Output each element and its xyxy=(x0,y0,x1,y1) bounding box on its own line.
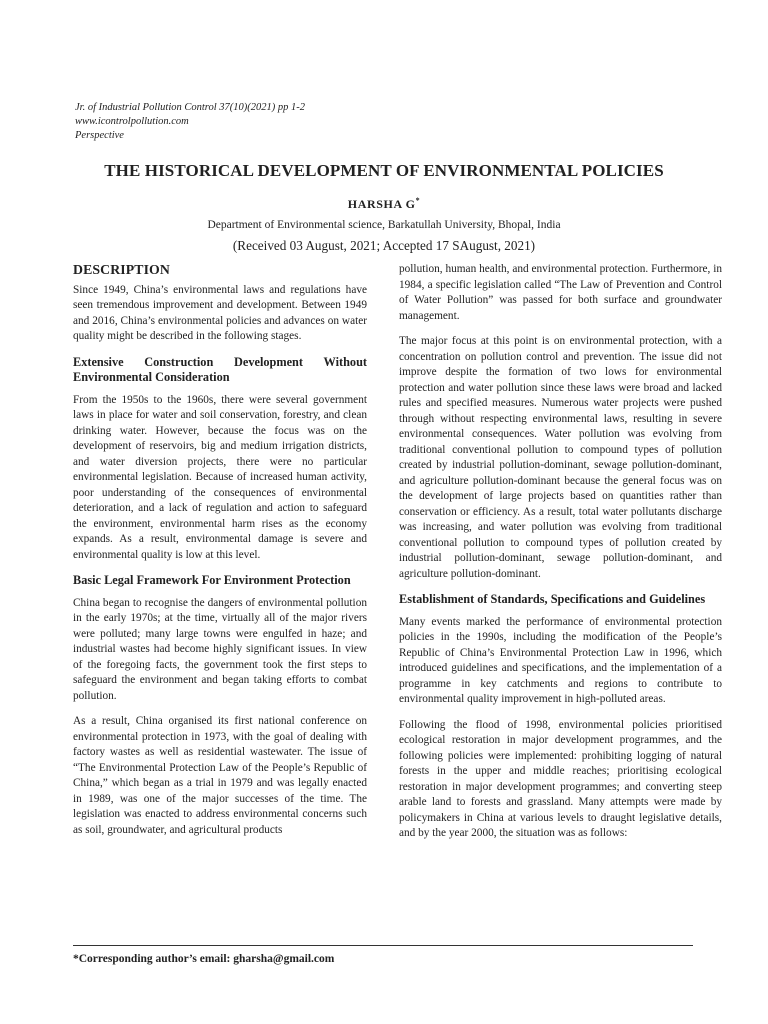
paragraph: China began to recognise the dangers of environmental pollution in the early 1970s; at the time, virtually all of the major rivers were polluted; many large towns were engulfed in haze; and industrial wastes had become highly significant issues. In view of the foregoing facts, the government took the first steps to safeguard the environment and began taking efforts to combat pollution. xyxy=(73,596,367,702)
received-dates: (Received 03 August, 2021; Accepted 17 SAugust, 2021) xyxy=(232,238,536,253)
article-type: Perspective xyxy=(75,130,124,141)
paper-title: THE HISTORICAL DEVELOPMENT OF ENVIRONMENTAL POLICIES xyxy=(104,161,664,180)
paragraph: Many events marked the performance of environmental protection policies in the 1990s, including the modification of the People’s Republic of China’s Environmental Protection Law in 1996, which introduced guidelines and specifications, and the implementation of a programme in key catchments and regions to contribute to environmental quality improvement in high-polluted areas. xyxy=(399,615,722,705)
paragraph: From the 1950s to the 1960s, there were several government laws in place for water and soil conservation, forestry, and clean drinking water. However, because the focus was on the development of reservoirs, big and medium irrigation districts, and water diversion projects, there were no particular environmental legislation. Because of increased human activity, poor understanding of the consequences of environmental deterioration, and a lack of regulation and action to safeguard the environment, environmental harm rises as the economy expands. As a result, environmental damage is severe and environmental quality is low at this level. xyxy=(73,393,367,561)
paragraph: Following the flood of 1998, environmental policies prioritised ecological restoration in major development programmes, and the following policies were implemented: prohibiting logging of natural forests in the upper and middle reaches; prioritising ecological restoration in major development programmes; and converting steep arable land to forests and grassland. Many attempts were made by policymakers in China at various levels to draught legislative details, and by the year 2000, the situation was as follows: xyxy=(399,718,722,839)
paragraph: The major focus at this point is on environmental protection, with a concentration on pollution control and prevention. The issue did not improve despite the formation of two lows for environmental protection and water pollution since these laws were broad and lacked rules and specified measures. Numerous water projects were pushed through without respecting environmental laws, resulting in severe environmental consequences. Water pollution was evolving from traditional conventional pollution to compound types of pollution created by industrial pollution-dominant, sewage pollution-dominant, and agriculture pollution-dominant because the general focus was on the development of large projects based on quantities rather than conservation or efficiency. As a result, total water pollutants discharge was increasing, and water pollution was evolving from traditional conventional pollution to compound types of pollution created by industrial pollution-dominant, sewage pollution-dominant, and agriculture pollution-dominant. xyxy=(399,335,722,580)
paragraph: pollution, human health, and environmental protection. Furthermore, in 1984, a specific legislation called “The Law of Prevention and Control of Water Pollution” was passed for both surface and groundwater management. xyxy=(399,263,722,322)
journal-citation: Jr. of Industrial Pollution Control 37(10)(2021) pp 1-2 xyxy=(75,102,306,113)
author-line xyxy=(0,196,768,212)
section-heading-basic-legal-framework: Basic Legal Framework For Environment Protection xyxy=(73,573,351,587)
section-heading-description: DESCRIPTION xyxy=(73,262,170,277)
paragraph: As a result, China organised its first national conference on environmental protection in 1973, with the goal of dealing with factory wastes as well as residential wastewater. The issue of “The Environmental Protection Law of the People’s Republic of China,” which began as a trial in 1979 and was legally enacted in 1989, was one of the major successes of the time. The legislation was enacted to address environmental concerns such as soil, groundwater, and agricultural products xyxy=(73,715,367,836)
left-column xyxy=(73,262,367,848)
footnote-rule xyxy=(73,945,693,946)
journal-header xyxy=(75,101,305,143)
author-mark: * xyxy=(415,196,421,205)
paragraph: Since 1949, China’s environmental laws and regulations have seen tremendous improvement and development. Between 1949 and 2016, China’s environmental policies and advances on water quality might be described in the following stages. xyxy=(73,283,367,342)
section-heading-standards: Establishment of Standards, Specifications and Guidelines xyxy=(399,592,706,606)
right-column xyxy=(399,262,722,852)
affiliation: Department of Environmental science, Barkatullah University, Bhopal, India xyxy=(207,219,561,231)
journal-website: www.icontrolpollution.com xyxy=(75,116,189,127)
author-name: HARSHA G xyxy=(347,197,416,211)
section-heading-extensive-construction: Extensive Construction Development Without Environmental Consideration xyxy=(73,354,367,384)
corresponding-author-footnote: *Corresponding author’s email: gharsha@gmail.com xyxy=(73,953,335,965)
